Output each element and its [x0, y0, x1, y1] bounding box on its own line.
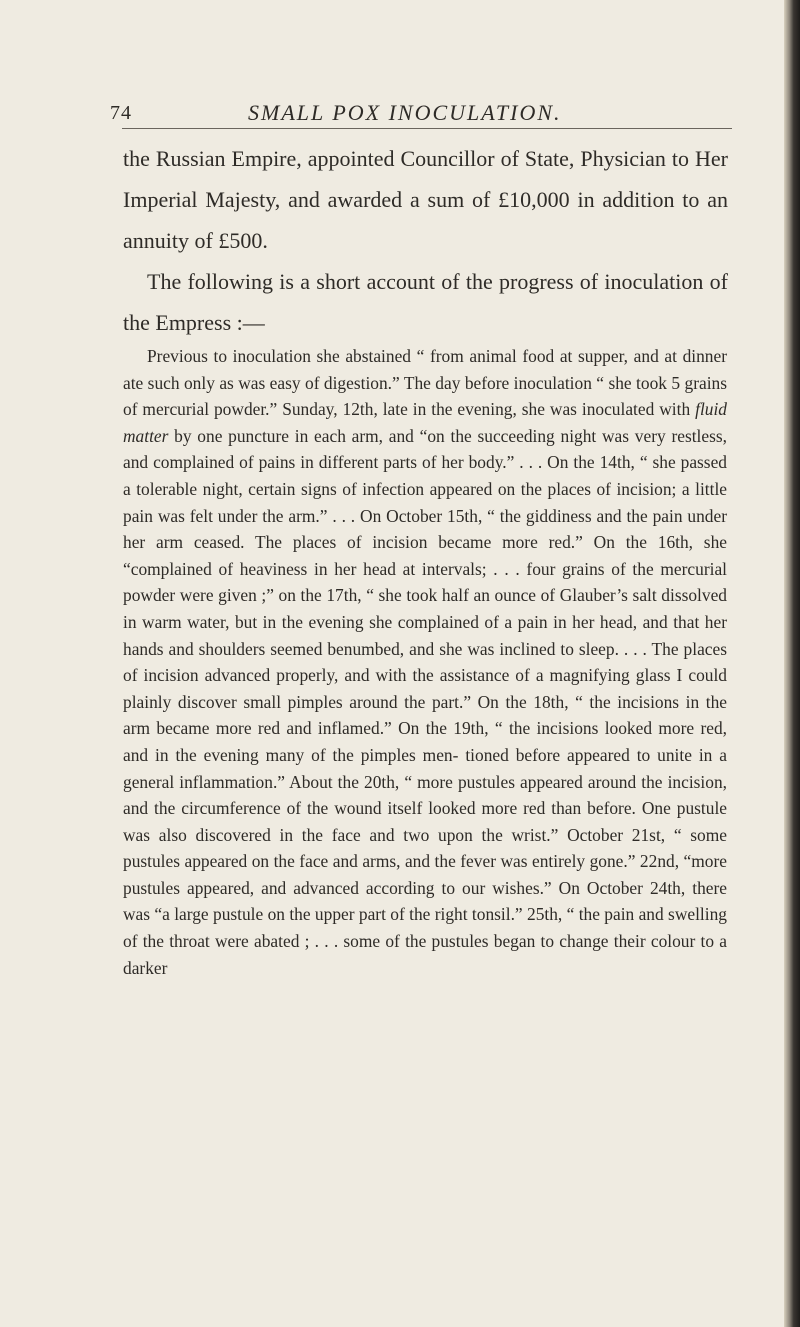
intro-paragraph-1: the Russian Empire, appointed Councillor of State, Physician to Her Imperial Majesty, and awarded a sum of £10,000 in addition to an annuity of £500. — [123, 146, 728, 253]
intro-text — [123, 138, 728, 343]
book-spine-edge — [784, 0, 800, 1327]
quote-text-part-2: by one puncture in each arm, and “on the succeeding night was very restless, and complained of pains in different parts of her body.” . . . On the 14th, “ she passed a tolerable night, certain signs of infection appeared on the places of incision; a little pain was felt under the arm.” . . . On October 15th, “ the giddiness and the pain under her arm ceased. The places of incision became more red.” On the 16th, she “complained of heaviness in her head at intervals; . . . four grains of the mercurial powder were given ;” on the 17th, “ she took half an ounce of Glauber’s salt dissolved in warm water, but in the evening she complained of a pain in her head, and that her hands and shoulders seemed benumbed, and she was inclined to sleep. . . . The places of incision advanced properly, and with the assistance of a magnifying glass I could plainly discover small pimples around the part.” On the 18th, “ the incisions in the arm became more red and inflamed.” On the 19th, “ the incisions looked more red, and in the evening many of the pimples men- tioned before appeared to unite in a general inflammation.” About the 20th, “ more pustules appeared around the incision, and the circumference of the wound itself looked more red than before. One pustule was also discovered in the face and two upon the wrist.” October 21st, “ some pustules appeared on the face and arms, and the fever was entirely gone.” 22nd, “more pustules appeared, and advanced according to our wishes.” On October 24th, there was “a large pustule on the upper part of the right tonsil.” 25th, “ the pain and swelling of the throat were abated ; . . . some of the pustules began to change their colour to a darker — [123, 425, 727, 978]
running-title: SMALL POX INOCULATION. — [248, 100, 562, 125]
header-rule — [122, 128, 732, 129]
intro-paragraph-2: The following is a short account of the progress of inoculation of the Empress :— — [123, 269, 728, 335]
quoted-account — [123, 343, 727, 981]
quote-italic-phrase: fluid matter — [123, 399, 727, 446]
page-number: 74 — [110, 102, 132, 124]
quote-paragraph — [123, 343, 727, 981]
quote-text-part-1: Previous to inoculation she abstained “ from animal food at supper, and at dinner ate such only as was easy of digestion.” The day before inoculation “ she took 5 grains of mercurial powder.” Sunday, 12th, late in the evening, she was inoculated with — [123, 346, 727, 420]
